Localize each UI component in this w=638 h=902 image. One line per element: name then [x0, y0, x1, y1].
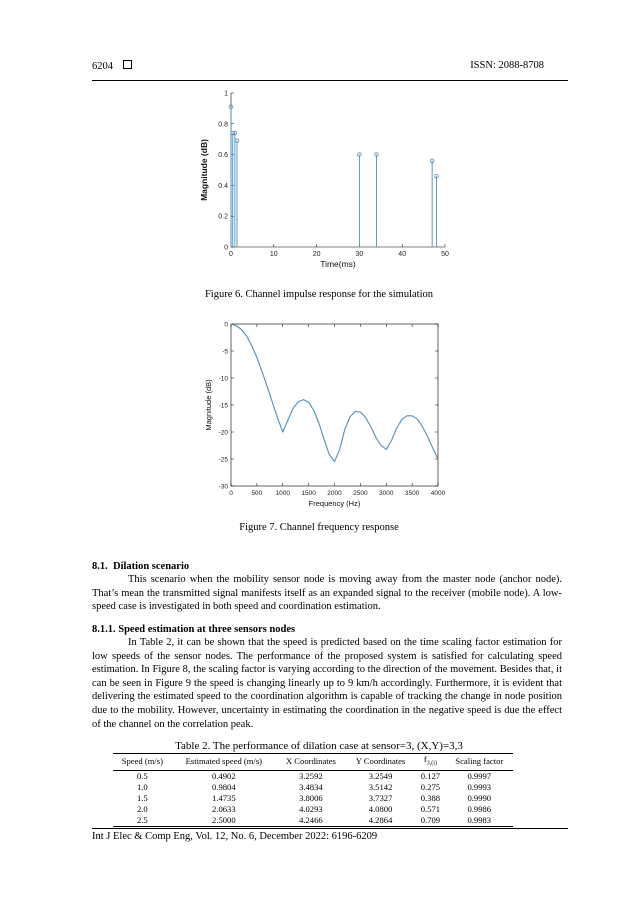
table-2-caption: Table 2. The performance of dilation case at sensor=3, (X,Y)=3,3 — [175, 740, 463, 752]
col-speed: Speed (m/s) — [121, 756, 164, 767]
figure-6-impulse-response-chart — [195, 85, 465, 275]
page-header-left — [92, 60, 132, 72]
frequency-response-line — [231, 324, 438, 462]
table-row: 2.5 2.5000 4.2466 4.2864 0.709 0.9983 — [113, 815, 513, 827]
table-row: 1.5 1.4735 3.8006 3.7327 0.388 0.9990 — [136, 792, 492, 803]
page-number: 6204 — [92, 61, 113, 72]
x-tick-label: 10 — [269, 251, 278, 258]
x-tick-label: 0 — [229, 251, 233, 258]
x-axis-label: Time(ms) — [320, 259, 356, 269]
x-tick-label: 2500 — [353, 490, 368, 497]
y-tick-label: 0 — [224, 244, 228, 252]
x-tick-label: 40 — [398, 251, 407, 258]
y-tick-label: 0.4 — [218, 182, 228, 190]
x-tick-label: 1000 — [275, 490, 290, 497]
journal-footer: Int J Elec & Comp Eng, Vol. 12, No. 6, December 2022: 6196-6209 — [92, 831, 378, 842]
table-row: 2.0 2.0633 4.0293 4.0800 0.571 0.9986 — [136, 803, 492, 814]
y-tick-label: -10 — [218, 375, 228, 383]
x-tick-label: 0 — [229, 490, 233, 497]
col-x-coordinates: X Coordinates — [285, 756, 336, 767]
y-axis-label: Magnitude (dB) — [204, 379, 213, 431]
x-tick-label: 3000 — [379, 490, 394, 497]
x-tick-label: 20 — [312, 251, 321, 258]
y-tick-label: -5 — [222, 348, 228, 356]
y-tick-label: 0.6 — [218, 152, 228, 160]
header-divider — [92, 80, 568, 81]
section-heading: 8.1. Dilation scenario — [92, 561, 190, 572]
y-tick-label: -30 — [218, 483, 228, 491]
paragraph-dilation: This scenario when the mobility sensor node is moving away from the master node (anchor node). That’s mean the transmitted signal manifests itself as an expanded signal to the receiver (mobile node). A low-speed case is investigated in both speed and coordination estimation. — [92, 574, 562, 613]
table-2 — [113, 753, 513, 827]
y-tick-label: -25 — [218, 456, 228, 464]
x-tick-label: 2000 — [327, 490, 342, 497]
col-estimated-speed: Estimated speed (m/s) — [185, 756, 263, 767]
table-header-row — [113, 754, 513, 771]
col-scaling-factor: Scaling factor — [455, 756, 504, 767]
col-f3i: $f_{3,(i)}$ — [423, 754, 437, 767]
x-axis-label: Frequency (Hz) — [308, 499, 361, 508]
x-tick-label: 50 — [441, 251, 449, 258]
table-row: 0.5 0.4902 3.2592 3.2549 0.127 0.9997 — [136, 770, 492, 781]
footer-divider — [92, 828, 568, 829]
figure-7-caption: Figure 7. Channel frequency response — [239, 522, 399, 533]
figure-7-frequency-response-chart — [195, 318, 465, 513]
subsection-heading: 8.1.1. Speed estimation at three sensors nodes — [92, 624, 296, 635]
x-tick-label: 4000 — [430, 490, 446, 497]
figure-6-caption: Figure 6. Channel impulse response for the simulation — [204, 289, 434, 300]
x-tick-label: 500 — [251, 490, 263, 497]
y-tick-label: 0 — [224, 321, 228, 329]
y-tick-label: -20 — [218, 429, 228, 437]
y-tick-label: 1 — [224, 90, 228, 98]
issn-label: ISSN: 2088-8708 — [470, 60, 544, 71]
y-tick-label: -15 — [218, 402, 228, 410]
paragraph-speed-estimation: In Table 2, it can be shown that the speed is predicted based on the time scaling factor estimation for low speeds of the sensor nodes. The performance of the proposed system is satisfied for calculating speed estimation. In Figure 8, the scaling factor is varying according to the direction of the movement. Besides that, it can be seen in Figure 9 the speed is changing linearly up to 9 km/h accordingly. Furthermore, it is evident that delivering the estimated speed to the coordination algorithm is capable of tracking the change in node position due to the mobility. However, uncertainty in estimating the coordination in the negative speed is due the effect of the channel on the correlation peak. — [92, 637, 562, 730]
x-tick-label: 3500 — [404, 490, 420, 497]
table-row: 1.0 0.9804 3.4834 3.5142 0.275 0.9993 — [136, 781, 492, 792]
square-bullet-icon — [123, 60, 132, 69]
col-y-coordinates: Y Coordinates — [355, 756, 406, 767]
y-tick-label: 0.2 — [218, 213, 228, 221]
x-tick-label: 30 — [355, 251, 364, 258]
y-tick-label: 0.8 — [218, 121, 228, 129]
x-tick-label: 1500 — [301, 490, 316, 497]
y-axis-label: Magnitude (dB) — [199, 139, 209, 201]
